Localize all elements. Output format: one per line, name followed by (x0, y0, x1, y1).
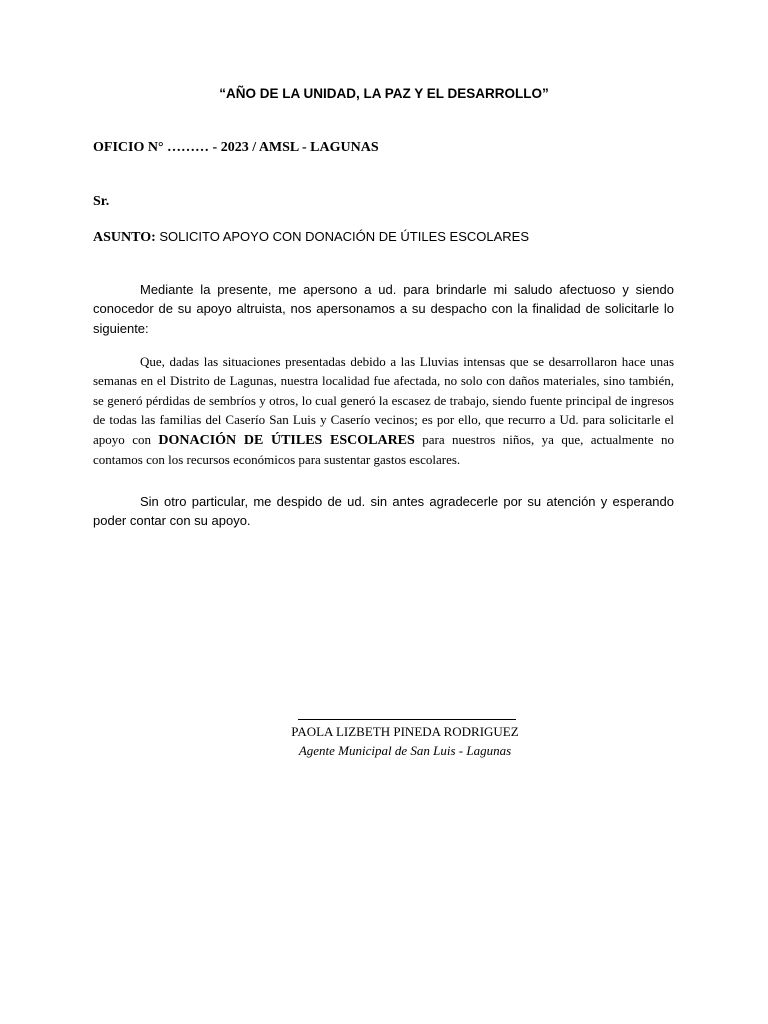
signatory-role: Agente Municipal de San Luis - Lagunas (298, 743, 512, 758)
paragraph-request-after: para nuestros niños, ya que, actualmente no contamos con los recursos económicos para sustentar gastos escolares. (93, 431, 674, 468)
paragraph-greeting-text: Mediante la presente, me apersono a ud. para brindarle mi saludo afectuoso y siendo conocedor de su apoyo altruista, nos apersonamos a su despacho con la finalidad de solicitarle lo siguiente: (93, 282, 674, 336)
paragraph-greeting (93, 280, 674, 338)
signatory-name: PAOLA LIZBETH PINEDA RODRIGUEZ (291, 724, 519, 739)
subject-label: ASUNTO: (93, 230, 156, 245)
year-title: “AÑO DE LA UNIDAD, LA PAZ Y EL DESARROLLO” (219, 86, 549, 101)
subject-line (93, 229, 529, 246)
recipient: Sr. (93, 194, 110, 209)
paragraph-request-bold: DONACIÓN DE ÚTILES ESCOLARES (158, 432, 415, 448)
oficio-number: OFICIO N° ……… - 2023 / AMSL - LAGUNAS (93, 140, 379, 155)
signature-line (298, 719, 516, 720)
paragraph-closing-text: Sin otro particular, me despido de ud. sin antes agradecerle por su atención y esperando poder contar con su apoyo. (93, 494, 674, 529)
subject-text: SOLICITO APOYO CON DONACIÓN DE ÚTILES ESCOLARES (155, 229, 530, 244)
paragraph-closing (93, 492, 674, 531)
paragraph-request (93, 352, 674, 469)
paragraph-request-before: Que, dadas las situaciones presentadas debido a las Lluvias intensas que se desarrollaron hace unas semanas en el Distrito de Lagunas, nuestra localidad fue afectada, no solo con daños materiales, sino también, se generó pérdidas de sembríos y otros, lo cual generó la escasez de trabajo, siendo fuente principal de ingresos de todas las familias del Caserío San Luis y Caserío vecinos; es por ello, que recurro a Ud. para solicitarle el apoyo con (93, 354, 674, 447)
